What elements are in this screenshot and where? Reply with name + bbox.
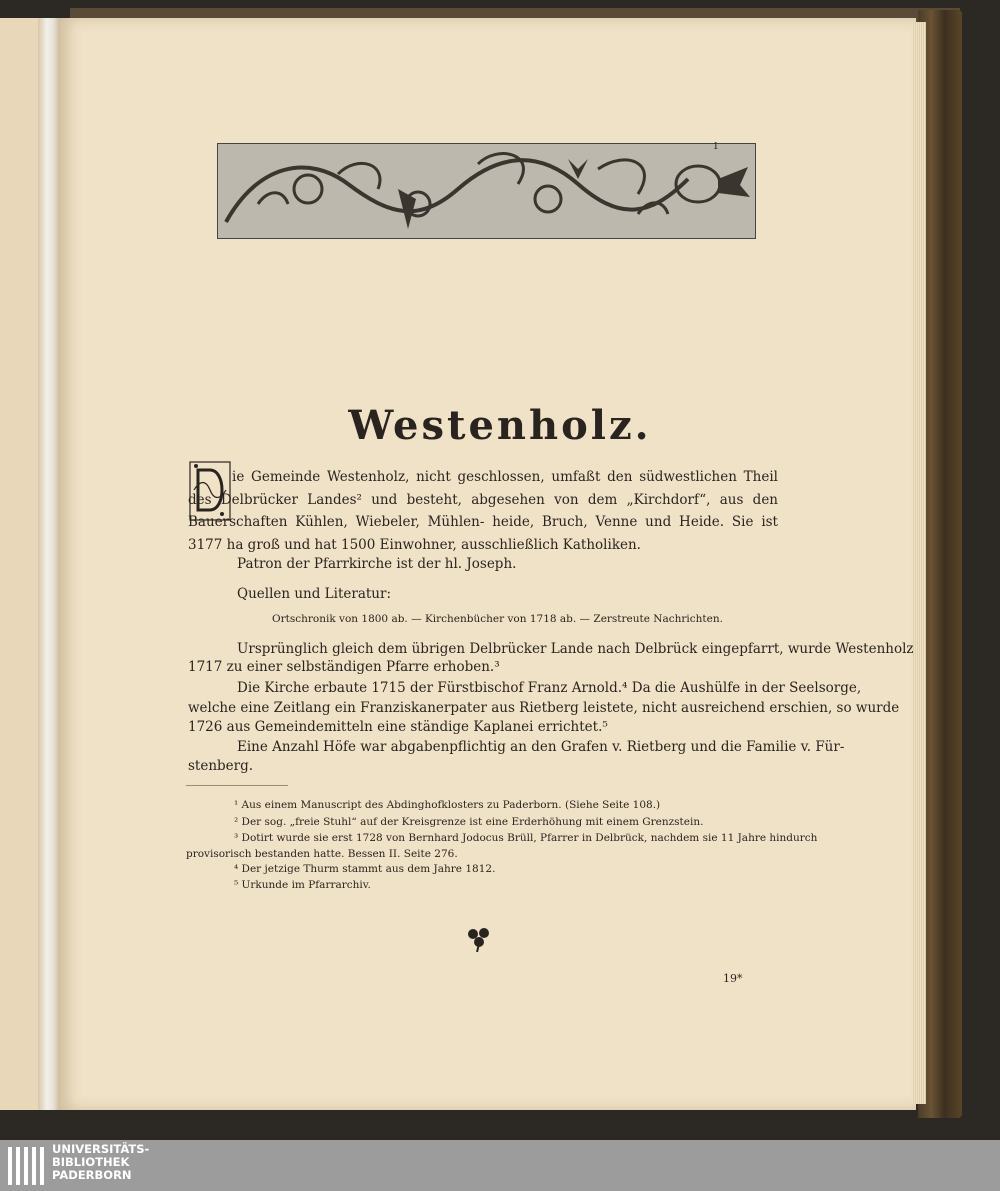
banner-footnote-mark: 1 — [713, 142, 719, 152]
sources-heading: Quellen und Literatur: — [237, 586, 392, 602]
footnote-divider — [186, 785, 288, 786]
library-name-line-2: BIBLIOTHEK — [52, 1155, 130, 1169]
paragraph-church-line-3: 1726 aus Gemeindemitteln eine ständige Kaplanei errichtet.⁵ — [188, 719, 608, 735]
university-library-logo-icon — [6, 1145, 46, 1187]
closing-fleuron-icon — [466, 926, 492, 952]
paragraph-intro: ie Gemeinde Westenholz, nicht geschlossen, umfaßt den südwestlichen Theil des Delbrücker Landes² und besteht, abgesehen von dem „Kirchdorf“, aus den Bauerschaften Kühlen, Wiebeler, Mühlen- heide, Bruch, Venne und Heide. Sie ist 3177 ha groß und hat 1500 Einwohner, ausschließlich Katholiken. — [188, 469, 778, 553]
footnote-4: ⁴ Der jetzige Thurm stammt aus dem Jahre 1812. — [234, 863, 496, 875]
sources-list: Ortschronik von 1800 ab. — Kirchenbücher von 1718 ab. — Zerstreute Nachrichten. — [272, 613, 723, 625]
library-name-line-1: UNIVERSITÄTS- — [52, 1142, 150, 1156]
footnote-3-continued: provisorisch bestanden hatte. Bessen II. Seite 276. — [186, 848, 458, 860]
paragraph-origin-line-1: Ursprünglich gleich dem übrigen Delbrücker Lande nach Delbrück eingepfarrt, wurde Westenholz — [237, 641, 914, 657]
page-number: 19* — [723, 972, 743, 985]
page-edges — [912, 22, 926, 1104]
library-footer-bar — [0, 1140, 1000, 1191]
book-gutter — [38, 18, 60, 1110]
paragraph-farms-line-2: stenberg. — [188, 758, 254, 774]
footnote-2: ² Der sog. „freie Stuhl“ auf der Kreisgrenze ist eine Erderhöhung mit einem Grenzstein. — [234, 816, 704, 828]
library-name-line-3: PADERBORN — [52, 1168, 132, 1182]
paragraph-origin-line-2: 1717 zu einer selbständigen Pfarre erhoben.³ — [188, 659, 500, 675]
paragraph-church-line-2: welche eine Zeitlang ein Franziskanerpater aus Rietberg leistete, nicht ausreichend erschien, so wurde — [188, 700, 900, 716]
library-name — [52, 1143, 149, 1182]
footnote-1: ¹ Aus einem Manuscript des Abdinghofklosters zu Paderborn. (Siehe Seite 108.) — [234, 799, 661, 811]
paragraph-farms-line-1: Eine Anzahl Höfe war abgabenpflichtig an den Grafen v. Rietberg und die Familie v. Für- — [237, 739, 845, 755]
ornamental-banner-image — [217, 143, 756, 239]
page-title: Westenholz. — [348, 402, 652, 449]
paragraph-patron: Patron der Pfarrkirche ist der hl. Joseph. — [237, 556, 517, 572]
footnote-3: ³ Dotirt wurde sie erst 1728 von Bernhard Jodocus Brüll, Pfarrer in Delbrück, nachdem sie 11 Jahre hindurch — [234, 832, 818, 844]
paragraph-church-line-1: Die Kirche erbaute 1715 der Fürstbischof Franz Arnold.⁴ Da die Aushülfe in der Seelsorge, — [237, 680, 862, 696]
footnote-5: ⁵ Urkunde im Pfarrarchiv. — [234, 879, 371, 891]
